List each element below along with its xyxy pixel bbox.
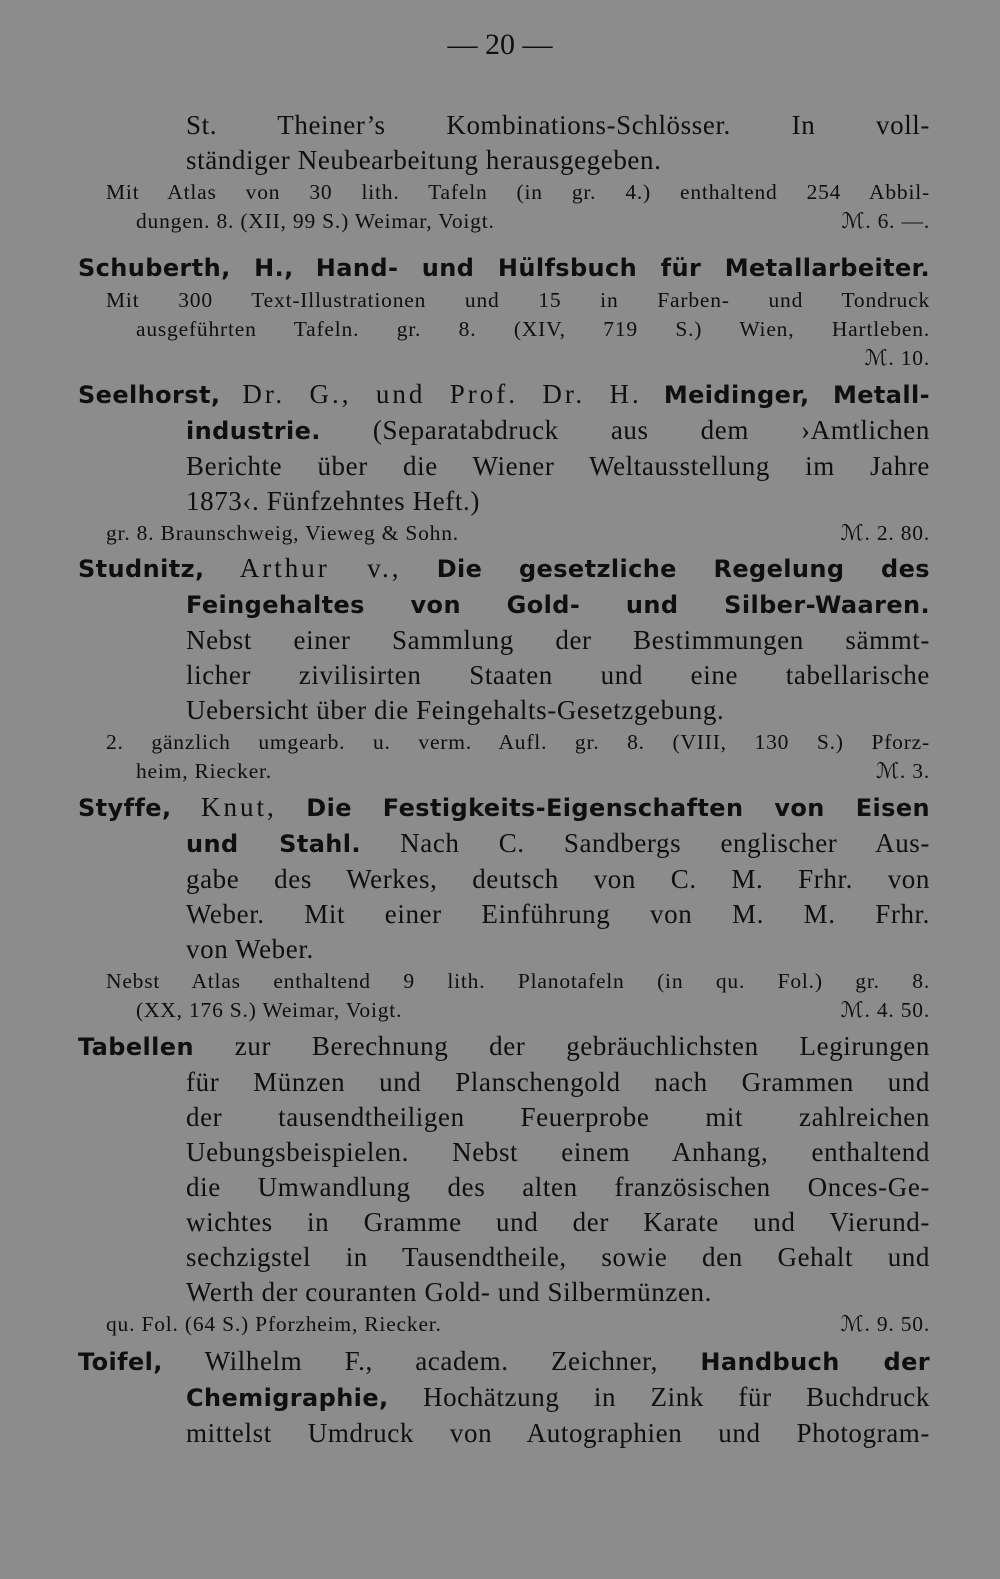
entry-author-rest: Dr. G., und Prof. Dr. H. <box>242 379 642 409</box>
catalog-entry-seelhorst <box>78 377 930 548</box>
entry-author: Studnitz, <box>78 555 205 583</box>
entry-text-line: Werth der couranten Gold- und Silbermünzen. <box>186 1277 712 1307</box>
entry-author-second: Meidinger, Metall- <box>663 381 930 409</box>
entry-author: Toifel, <box>78 1348 163 1376</box>
entry-text-line: St. Theiner’s Kombinations-Schlösser. In voll- <box>186 110 930 140</box>
entry-text-line: ständiger Neubearbeitung herausgegeben. <box>186 145 662 175</box>
catalog-entry-styffe <box>78 790 930 1025</box>
entry-details-last <box>78 757 930 786</box>
entry-text-line: Weber. Mit einer Einführung von M. M. Frhr. <box>186 899 930 929</box>
entry-text-line: gabe des Werkes, deutsch von C. M. Frhr. von <box>186 864 930 894</box>
entry-text-line: Uebungsbeispielen. Nebst einem Anhang, enthaltend <box>186 1137 930 1167</box>
entry-price: ℳ. 6. —. <box>841 209 930 233</box>
entry-details-last <box>78 1310 930 1339</box>
entry-title: Hand- und Hülfsbuch für Metallarbeiter. <box>315 254 930 282</box>
entry-heading <box>78 1029 930 1065</box>
entry-details: Mit Atlas von 30 lith. Tafeln (in gr. 4.) enthaltend 254 Abbil- <box>106 180 930 204</box>
entry-heading <box>78 1344 930 1380</box>
entry-text-line: licher zivilisirten Staaten und eine tabellarische <box>186 660 930 690</box>
entry-text: Hochätzung in Zink für Buchdruck <box>422 1382 930 1412</box>
entry-heading <box>78 551 930 587</box>
entry-title: Die Festigkeits-Eigenschaften von Eisen <box>306 794 930 822</box>
entry-title: und Stahl. <box>186 830 361 858</box>
entry-title-line <box>78 826 930 862</box>
entry-text-line: für Münzen und Planschengold nach Grammen und <box>186 1067 930 1097</box>
entry-details-text: dungen. 8. (XII, 99 S.) Weimar, Voigt. <box>136 209 495 233</box>
entry-text-line: die Umwandlung des alten französischen Onces-Ge- <box>186 1172 930 1202</box>
entry-text-line: 1873‹. Fünfzehntes Heft.) <box>186 486 480 516</box>
entry-heading <box>78 250 930 286</box>
entry-text-line: Nebst einer Sammlung der Bestimmungen sämmt- <box>186 625 930 655</box>
entry-details: Nebst Atlas enthaltend 9 lith. Planotafeln (in qu. Fol.) gr. 8. <box>106 969 930 993</box>
catalog-entry-studnitz <box>78 551 930 786</box>
entry-author: Seelhorst, <box>78 381 221 409</box>
entry-title: Die gesetzliche Regelung des <box>436 555 930 583</box>
entry-text-line: von Weber. <box>186 934 314 964</box>
entry-author-rest: Knut, <box>201 792 277 822</box>
entry-heading <box>78 790 930 826</box>
entry-text-line: Uebersicht über die Feingehalts-Gesetzgebung. <box>186 695 725 725</box>
entry-title-line <box>78 587 930 623</box>
entry-details-text: qu. Fol. (64 S.) Pforzheim, Riecker. <box>106 1312 442 1336</box>
entry-heading <box>78 377 930 413</box>
entry-author: Schuberth, H., <box>78 254 294 282</box>
entry-details-last <box>78 519 930 548</box>
entry-text-line: der tausendtheiligen Feuerprobe mit zahlreichen <box>186 1102 930 1132</box>
catalog-entry-tabellen <box>78 1029 930 1339</box>
entry-text: Nach C. Sandbergs englischer Aus- <box>400 828 930 858</box>
entry-text-line: wichtes in Gramme und der Karate und Vierund- <box>186 1207 930 1237</box>
entry-text: zur Berechnung der gebräuchlichsten Legirungen <box>234 1031 930 1061</box>
entry-details-text: (XX, 176 S.) Weimar, Voigt. <box>136 998 403 1022</box>
entry-price: ℳ. 4. 50. <box>840 998 930 1022</box>
entry-details: Mit 300 Text-Illustrationen und 15 in Farben- und Tondruck <box>106 288 930 312</box>
entry-author: Tabellen <box>78 1033 194 1061</box>
entry-price: ℳ. 10. <box>864 346 930 370</box>
entry-text-line: Berichte über die Wiener Weltausstellung im Jahre <box>186 451 930 481</box>
entry-details-text: gr. 8. Braunschweig, Vieweg & Sohn. <box>106 521 459 545</box>
entry-details-last <box>78 207 930 236</box>
entry-price: ℳ. 2. 80. <box>840 521 930 545</box>
entry-details: 2. gänzlich umgearb. u. verm. Aufl. gr. 8. (VIII, 130 S.) Pforz- <box>106 730 930 754</box>
catalog-entry-schuberth <box>78 250 930 373</box>
page-number: — 20 — <box>447 28 553 61</box>
entry-title: Feingehaltes von Gold- und Silber-Waaren. <box>186 591 930 619</box>
entry-price: ℳ. 9. 50. <box>840 1312 930 1336</box>
entry-price: ℳ. 3. <box>876 759 930 783</box>
entry-title-line <box>78 1380 930 1416</box>
entry-details-last <box>78 996 930 1025</box>
entry-text-line: sechzigstel in Tausendtheile, sowie den Gehalt und <box>186 1242 930 1272</box>
entry-title: industrie. <box>186 417 321 445</box>
entry-details-text: heim, Riecker. <box>136 759 272 783</box>
entry-author-rest: Arthur v., <box>239 553 402 583</box>
catalog-entry-theiner <box>78 108 930 236</box>
catalog-entry-toifel <box>78 1344 930 1451</box>
entry-title: Chemigraphie, <box>186 1384 389 1412</box>
entry-details: ausgeführten Tafeln. gr. 8. (XIV, 719 S.) Wien, Hartleben. <box>136 317 930 341</box>
entry-text-line: mittelst Umdruck von Autographien und Photogram- <box>186 1418 930 1448</box>
entry-text-line <box>78 413 930 449</box>
entry-text: (Separatabdruck aus dem ›Amtlichen <box>372 415 930 445</box>
entry-title: Handbuch der <box>700 1348 930 1376</box>
entry-author: Styffe, <box>78 794 172 822</box>
entry-author-rest: Wilhelm F., academ. Zeichner, <box>204 1346 658 1376</box>
